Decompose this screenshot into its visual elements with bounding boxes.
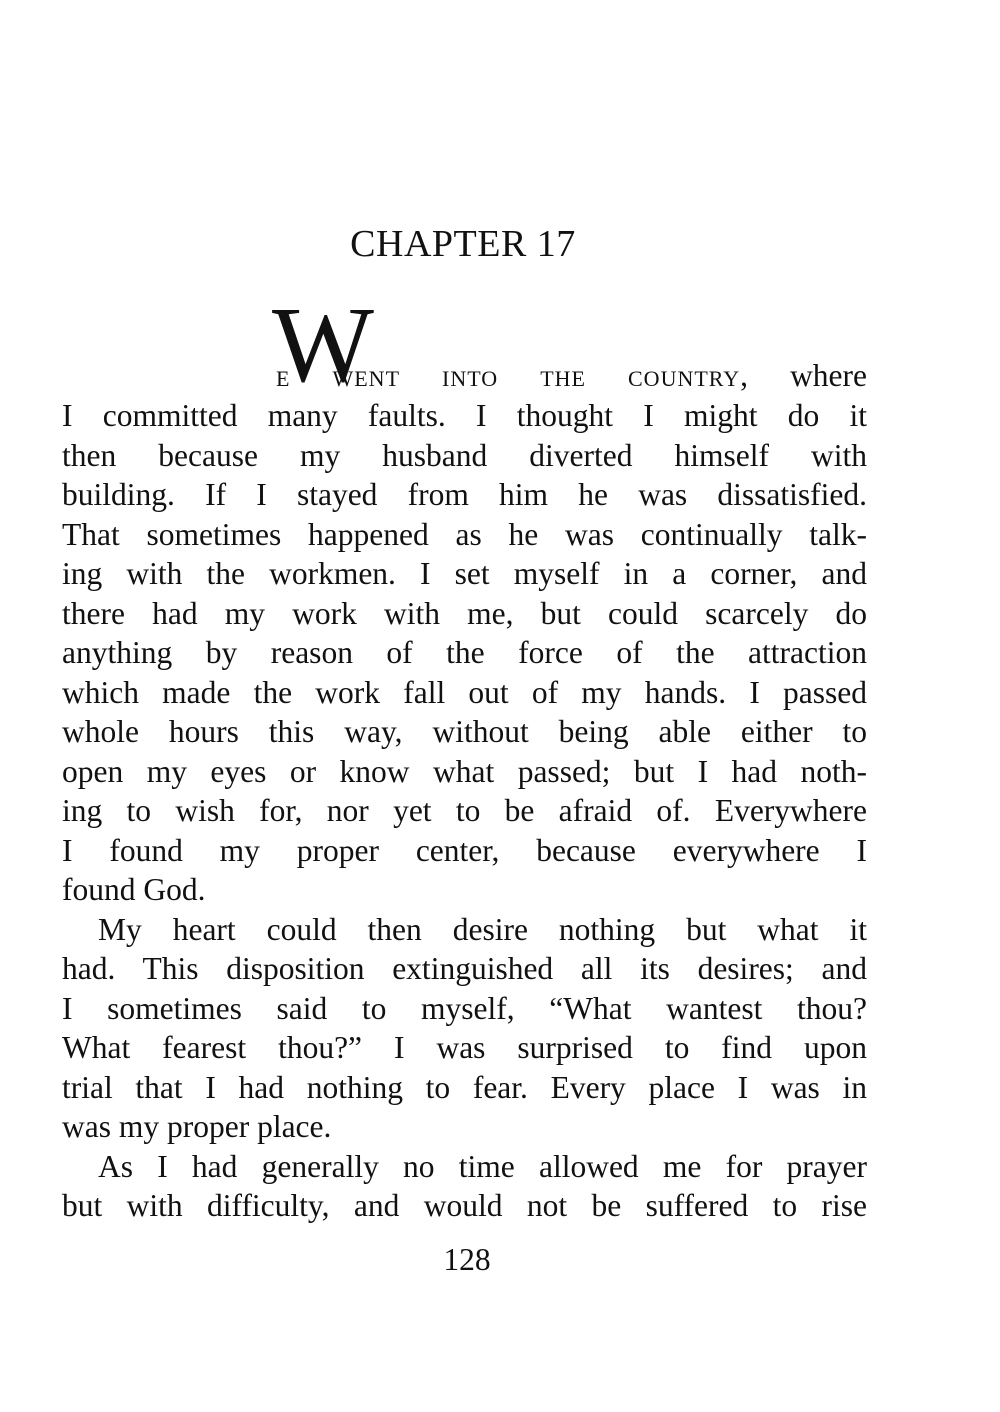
drop-cap: W xyxy=(272,286,370,405)
text-line: I committed many faults. I thought I might do it xyxy=(62,398,867,433)
text-line: That sometimes happened as he was continually talk- xyxy=(62,517,867,552)
text-line: anything by reason of the force of the attraction xyxy=(62,635,867,670)
text-line: had. This disposition extinguished all its desires; and xyxy=(62,951,867,986)
text-line: I sometimes said to myself, “What wantest thou? xyxy=(62,991,867,1026)
opening-small-caps: e went into the country, xyxy=(276,358,750,393)
text-line: building. If I stayed from him he was dissatisfied. xyxy=(62,477,867,512)
text-line: there had my work with me, but could scarcely do xyxy=(62,596,867,631)
text-line: was my proper place. xyxy=(62,1109,332,1144)
text-line: What fearest thou?” I was surprised to find upon xyxy=(62,1030,867,1065)
text-line: ing to wish for, nor yet to be afraid of. Everywhere xyxy=(62,793,867,828)
opening-line xyxy=(276,356,867,396)
text-line: whole hours this way, without being able either to xyxy=(62,714,867,749)
text-line: As I had generally no time allowed me for prayer xyxy=(98,1149,867,1184)
chapter-title: CHAPTER 17 xyxy=(350,223,576,265)
text-line: then because my husband diverted himself with xyxy=(62,438,867,473)
text-line: I found my proper center, because everywhere I xyxy=(62,833,867,868)
text-line: found God. xyxy=(62,872,206,907)
text-line: trial that I had nothing to fear. Every place I was in xyxy=(62,1070,867,1105)
text-line: My heart could then desire nothing but what it xyxy=(98,912,867,947)
text-line: but with difficulty, and would not be suffered to rise xyxy=(62,1188,867,1223)
page-number: 128 xyxy=(443,1242,491,1277)
opening-rest: where xyxy=(790,358,868,393)
text-line: open my eyes or know what passed; but I had noth- xyxy=(62,754,867,789)
text-line: ing with the workmen. I set myself in a corner, and xyxy=(62,556,867,591)
text-line: which made the work fall out of my hands. I passed xyxy=(62,675,867,710)
